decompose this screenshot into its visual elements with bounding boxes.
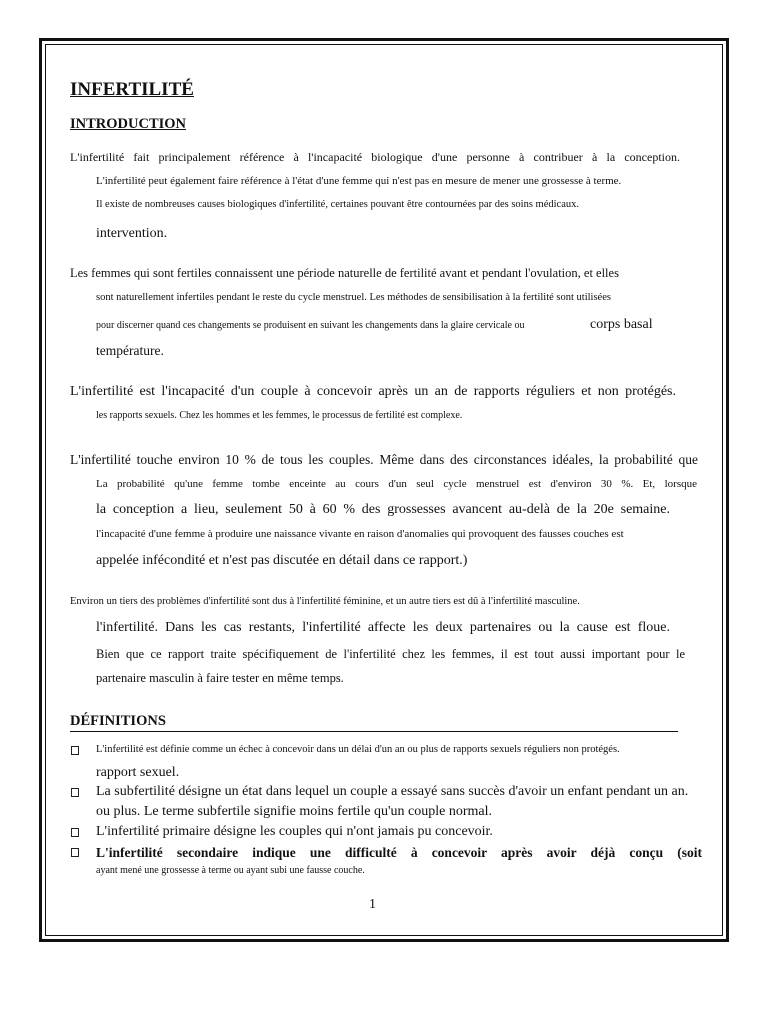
- intro-p5-line2: l'infertilité. Dans les cas restants, l'infertilité affecte les deux partenaires ou la cause est floue.: [96, 620, 670, 635]
- intro-p3-line2: les rapports sexuels. Chez les hommes et les femmes, le processus de fertilité est complexe.: [96, 410, 463, 421]
- intro-p1-line1: L'infertilité fait principalement référence à l'incapacité biologique d'une personne à contribuer à la conception.: [70, 150, 680, 164]
- bullet-box-icon: [71, 788, 79, 797]
- intro-p2-line2: sont naturellement infertiles pendant le reste du cycle menstruel. Les méthodes de sensibilisation à la fertilité sont utilisées: [96, 292, 611, 303]
- intro-p3-line1: L'infertilité est l'incapacité d'un couple à concevoir après un an de rapports réguliers et non protégés.: [70, 384, 676, 399]
- definition-4-line1: L'infertilité secondaire indique une difficulté à concevoir après avoir déjà conçu (soit: [96, 845, 702, 860]
- intro-p2-line3-end: corps basal: [590, 317, 653, 332]
- bullet-box-icon: [71, 828, 79, 837]
- intro-p4-line1: L'infertilité touche environ 10 % de tous les couples. Même dans des circonstances idéales, la probabilité que: [70, 452, 698, 467]
- definition-2-line1: La subfertilité désigne un état dans lequel un couple a essayé sans succès d'avoir un enfant pendant un an.: [96, 784, 689, 799]
- intro-p5-line3: Bien que ce rapport traite spécifiquement de l'infertilité chez les femmes, il est tout aussi important pour le: [96, 647, 685, 661]
- page-number: 1: [369, 897, 376, 912]
- intro-p2-line1: Les femmes qui sont fertiles connaissent une période naturelle de fertilité avant et pendant l'ovulation, et elles: [70, 266, 619, 280]
- intro-p2-line3: pour discerner quand ces changements se produisent en suivant les changements dans la glaire cervicale ou: [96, 320, 525, 331]
- definition-1-line2: rapport sexuel.: [96, 765, 180, 780]
- bullet-box-icon: [71, 746, 79, 755]
- intro-p4-line5: appelée infécondité et n'est pas discutée en détail dans ce rapport.): [96, 553, 468, 568]
- intro-p1-line4: intervention.: [96, 226, 168, 241]
- intro-p5-line4: partenaire masculin à faire tester en même temps.: [96, 671, 344, 685]
- definition-3-line1: L'infertilité primaire désigne les couples qui n'ont jamais pu concevoir.: [96, 824, 493, 839]
- definitions-rule: [70, 731, 678, 732]
- intro-p4-line2: La probabilité qu'une femme tombe enceinte au cours d'un seul cycle menstruel est d'environ 30 %. Et, lorsque: [96, 478, 697, 490]
- bullet-box-icon: [71, 848, 79, 857]
- definitions-heading: DÉFINITIONS: [70, 713, 166, 729]
- introduction-heading: INTRODUCTION: [70, 116, 187, 132]
- intro-p5-line1: Environ un tiers des problèmes d'infertilité sont dus à l'infertilité féminine, et un autre tiers est dû à l'infertilité masculine.: [70, 596, 580, 607]
- intro-p4-line4: l'incapacité d'une femme à produire une naissance vivante en raison d'anomalies qui provoquent des fausses couches est: [96, 528, 624, 540]
- page-title: INFERTILITÉ: [70, 79, 194, 100]
- definition-1-line1: L'infertilité est définie comme un échec à concevoir dans un délai d'un an ou plus de rapports sexuels réguliers non protégés.: [96, 744, 620, 755]
- intro-p1-line2: L'infertilité peut également faire référence à l'état d'une femme qui n'est pas en mesure de mener une grossesse à terme.: [96, 175, 622, 187]
- intro-p2-line4: température.: [96, 343, 164, 358]
- definition-4-line2: ayant mené une grossesse à terme ou ayant subi une fausse couche.: [96, 865, 365, 876]
- definition-2-line2: ou plus. Le terme subfertile signifie moins fertile qu'un couple normal.: [96, 804, 492, 819]
- intro-p1-line3: Il existe de nombreuses causes biologiques d'infertilité, certaines pouvant être contournées par des soins médicaux.: [96, 199, 579, 210]
- intro-p4-line3: la conception a lieu, seulement 50 à 60 % des grossesses avancent au-delà de la 20e semaine.: [96, 502, 670, 517]
